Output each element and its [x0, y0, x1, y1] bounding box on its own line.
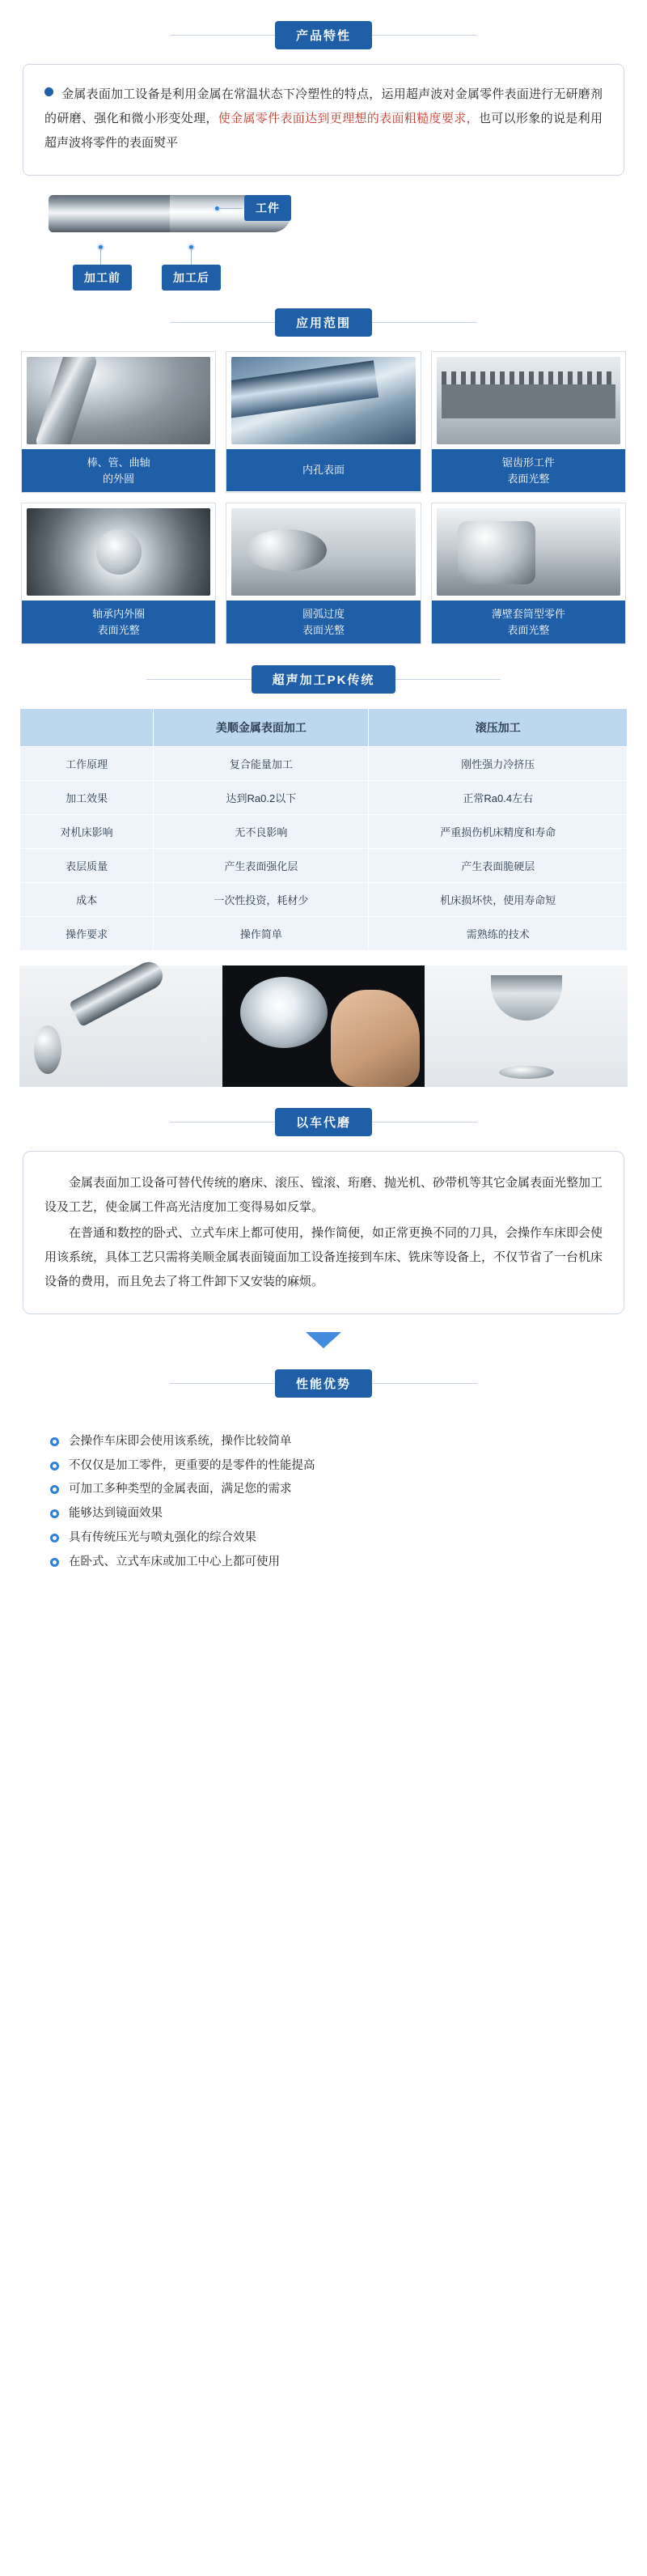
gallery-item	[226, 503, 421, 644]
bullet-dot-icon	[44, 87, 53, 96]
gallery-item	[21, 503, 216, 644]
leader-line-workpiece	[218, 208, 243, 209]
list-item	[50, 1551, 603, 1575]
divider-line-left-2	[170, 322, 275, 323]
table-header-cell: 滚压加工	[369, 709, 628, 747]
table-cell: 操作要求	[20, 917, 154, 951]
table-cell: 操作简单	[154, 917, 369, 951]
table-row	[20, 917, 628, 951]
gallery-item	[431, 351, 626, 493]
ring-bullet-icon	[50, 1534, 59, 1543]
down-arrow-icon	[306, 1332, 341, 1348]
ring-bullet-icon	[50, 1485, 59, 1494]
application-gallery	[21, 351, 626, 644]
section-title-pk: 超声加工PK传统	[252, 665, 396, 694]
caption-line-2: 表面光整	[507, 472, 550, 485]
ring-bullet-icon	[50, 1558, 59, 1567]
caption-line-1: 锯齿形工件	[501, 456, 555, 469]
section-header-pk	[0, 665, 647, 694]
gallery-caption	[226, 449, 420, 491]
caption-line-2: 表面光整	[302, 623, 345, 636]
comparison-table	[19, 708, 628, 951]
section-title-scope: 应用范围	[275, 308, 372, 337]
caption-line-1: 圆弧过度	[302, 608, 345, 620]
list-item	[50, 1478, 603, 1502]
advantages-list	[27, 1412, 620, 1594]
section-header-scope	[0, 308, 647, 337]
gallery-item	[431, 503, 626, 644]
section-header-features	[0, 21, 647, 49]
comparison-table-wrap	[19, 708, 628, 951]
page-root	[0, 21, 647, 1618]
list-item-label: 会操作车床即会使用该系统，操作比较简单	[69, 1435, 292, 1448]
leader-line-before	[100, 248, 101, 266]
list-item-label: 不仅仅是加工零件，更重要的是零件的性能提高	[69, 1458, 315, 1472]
section-header-advantage	[0, 1369, 647, 1398]
label-workpiece: 工件	[244, 195, 291, 221]
inner-bore-photo	[231, 357, 415, 444]
replace-paragraph-2: 在普通和数控的卧式、立式车床上都可使用，操作简便，如正常更换不同的刀具，会操作车床即会使用该系统，具体工艺只需将美顺金属表面镜面加工设备连接到车床、铣床等设备上，不仅节省了一台机床设备的费用，而且免去了将工件卸下又安装的麻烦。	[44, 1226, 603, 1288]
label-after-machining: 加工后	[162, 265, 221, 291]
table-cell: 正常Ra0.4左右	[369, 781, 628, 815]
section-title-replace: 以车代磨	[275, 1108, 372, 1136]
caption-line-1: 棒、管、曲轴	[87, 456, 150, 469]
ring-bullet-icon	[50, 1462, 59, 1470]
table-cell: 需熟练的技术	[369, 917, 628, 951]
caption-line-2: 表面光整	[507, 623, 550, 636]
caption-line-2: 表面光整	[97, 623, 140, 636]
gallery-item	[226, 351, 421, 493]
intro-card	[23, 64, 624, 176]
divider-line-right-5	[372, 1383, 477, 1384]
gallery-caption	[22, 601, 215, 643]
list-item-label: 具有传统压光与喷丸强化的综合效果	[69, 1530, 256, 1544]
table-header-cell: 美顺金属表面加工	[154, 709, 369, 747]
gallery-item	[21, 351, 216, 493]
leader-line-after	[191, 248, 192, 266]
table-cell: 机床损坏快，使用寿命短	[369, 883, 628, 917]
bearing-photo	[27, 508, 210, 596]
table-cell: 表层质量	[20, 849, 154, 883]
table-row	[20, 747, 628, 781]
divider-line-right-3	[395, 679, 501, 680]
replace-paragraph-1: 金属表面加工设备可替代传统的磨床、滚压、镗滚、珩磨、抛光机、砂带机等其它金属表面光整加工设及工艺，使金属工件高光洁度加工变得易如反掌。	[44, 1176, 603, 1214]
list-item	[50, 1526, 603, 1551]
round-arc-photo	[231, 508, 415, 596]
list-item-label: 能够达到镜面效果	[69, 1507, 163, 1521]
list-item	[50, 1502, 603, 1526]
table-header-row	[20, 709, 628, 747]
caption-line-1: 薄壁套筒型零件	[491, 608, 565, 620]
saw-tooth-photo	[437, 357, 620, 444]
table-cell: 无不良影响	[154, 815, 369, 849]
divider-line-left	[170, 35, 275, 36]
section-title-features: 产品特性	[275, 21, 372, 49]
table-cell: 对机床影响	[20, 815, 154, 849]
list-item	[50, 1454, 603, 1479]
table-cell: 刚性强力冷挤压	[369, 747, 628, 781]
table-cell: 工作原理	[20, 747, 154, 781]
divider-line-left-5	[170, 1383, 275, 1384]
intro-text-part2: 也可以形象的说是利用超声波将零件的表面熨平	[44, 112, 603, 150]
workpiece-illustration	[0, 190, 647, 287]
tool-head-photo	[19, 965, 222, 1087]
gallery-caption	[432, 449, 625, 492]
list-item-label: 在卧式、立式车床或加工中心上都可使用	[69, 1555, 280, 1568]
ring-bullet-icon	[50, 1437, 59, 1446]
replace-text-card	[23, 1151, 624, 1314]
crankshaft-photo	[27, 357, 210, 444]
caption-line-1: 内孔表面	[302, 464, 345, 476]
table-row	[20, 883, 628, 917]
intro-paragraph	[44, 83, 603, 155]
table-cell: 一次性投资，耗材少	[154, 883, 369, 917]
product-photo-row	[19, 965, 628, 1087]
caption-line-1: 轴承内外圈	[92, 608, 146, 620]
table-row	[20, 849, 628, 883]
gallery-caption	[432, 601, 625, 643]
list-item	[50, 1430, 603, 1454]
table-cell: 严重损伤机床精度和寿命	[369, 815, 628, 849]
intro-text-highlight: 使金属零件表面达到更理想的表面粗糙度要求，	[218, 112, 479, 125]
label-before-machining: 加工前	[73, 265, 132, 291]
gallery-caption	[226, 601, 420, 643]
table-cell: 产生表面强化层	[154, 849, 369, 883]
table-row	[20, 781, 628, 815]
table-cell: 达到Ra0.2以下	[154, 781, 369, 815]
ring-bullet-icon	[50, 1509, 59, 1518]
divider-line-right	[372, 35, 477, 36]
divider-line-right-2	[372, 322, 477, 323]
section-title-advantage: 性能优势	[275, 1369, 372, 1398]
table-header-cell	[20, 709, 154, 747]
polished-cup-photo	[425, 965, 628, 1087]
table-cell: 成本	[20, 883, 154, 917]
table-cell: 产生表面脆硬层	[369, 849, 628, 883]
table-cell: 加工效果	[20, 781, 154, 815]
intro-text-part1: 金属表面加工设备是利用金属在常温状态下冷塑性的特点，运用超声波对金属零件表面进行无研磨剂的研磨、强化和微小形变处理，	[44, 87, 603, 125]
divider-line-left-3	[146, 679, 252, 680]
section-header-replace	[0, 1108, 647, 1136]
list-item-label: 可加工多种类型的金属表面，满足您的需求	[69, 1483, 292, 1496]
table-row	[20, 815, 628, 849]
table-cell: 复合能量加工	[154, 747, 369, 781]
thin-sleeve-photo	[437, 508, 620, 596]
caption-line-2: 的外圆	[103, 472, 135, 485]
gallery-caption	[22, 449, 215, 492]
mirror-disc-photo	[222, 965, 425, 1087]
